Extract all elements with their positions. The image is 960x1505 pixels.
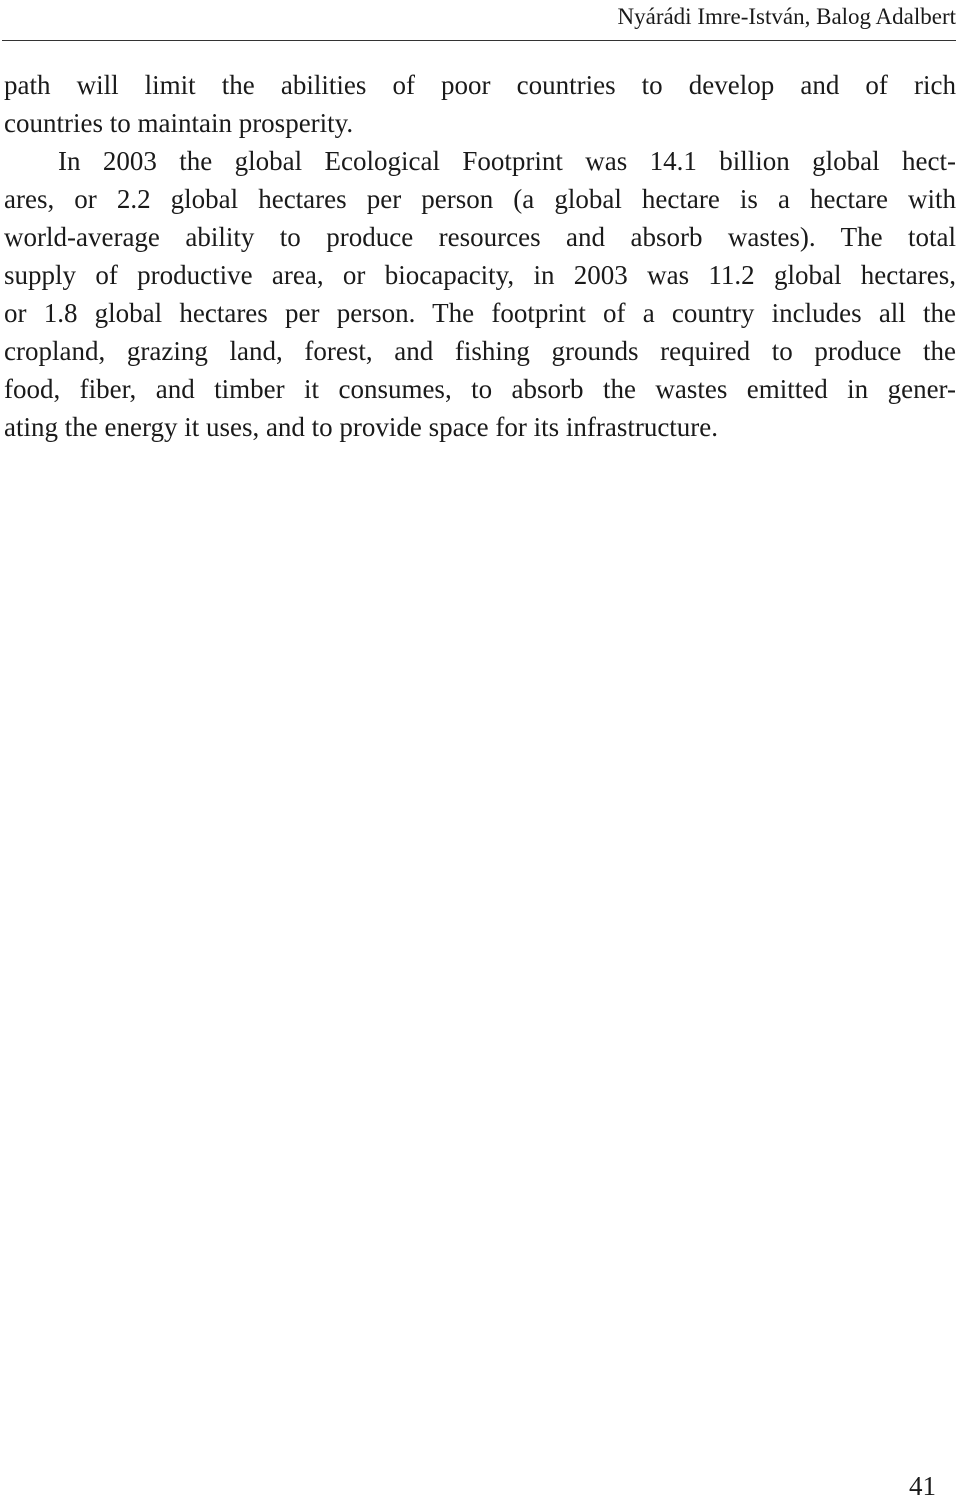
header-rule (2, 40, 956, 41)
text-line: ares, or 2.2 global hectares per person (a global hectare is a hectare with (4, 184, 956, 214)
text-line: ating the energy it uses, and to provide space for its infrastructure. (4, 412, 719, 442)
text-line: or 1.8 global hectares per person. The footprint of a country includes all the (4, 298, 956, 328)
text-line: In 2003 the global Ecological Footprint was 14.1 billion global hect- (58, 146, 956, 176)
page-number: 41 (909, 1471, 936, 1501)
text-line: countries to maintain prosperity. (4, 108, 354, 138)
text-line: world-average ability to produce resources and absorb wastes). The total (4, 222, 956, 252)
text-line: path will limit the abilities of poor countries to develop and of rich (4, 70, 956, 100)
text-line: supply of productive area, or biocapacity, in 2003 was 11.2 global hectares, (4, 260, 956, 290)
text-line: food, fiber, and timber it consumes, to absorb the wastes emitted in gener- (4, 374, 956, 404)
body-text (4, 66, 956, 446)
text-line: cropland, grazing land, forest, and fishing grounds required to produce the (4, 336, 956, 366)
running-head-authors: Nyárádi Imre-István, Balog Adalbert (617, 4, 956, 29)
